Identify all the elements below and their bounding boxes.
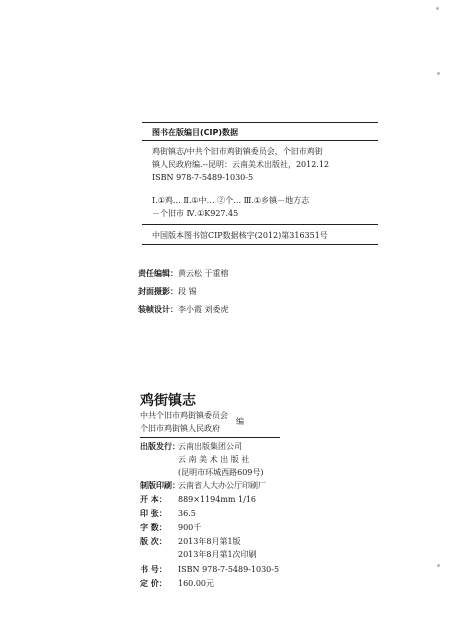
edition-value: 2013年8月第1版 — [178, 537, 241, 546]
cip-heading: 图书在版编目(CIP)数据 — [152, 128, 239, 137]
words-value: 900千 — [178, 523, 202, 532]
printer-name: 云南省人大办公厅印刷厂 — [178, 481, 266, 490]
publisher-name: 云 南 美 术 出 版 社 — [178, 455, 250, 464]
price-value: 160.00元 — [178, 579, 214, 588]
price-label: 定 价： — [140, 579, 167, 588]
cip-bottom-rule — [142, 244, 378, 245]
words-label: 字 数： — [140, 523, 167, 532]
isbn-value: ISBN 978-7-5489-1030-5 — [178, 565, 280, 574]
credit-label: 封面摄影： — [138, 287, 178, 296]
credit-value: 李小霞 刘委虎 — [178, 305, 229, 314]
cip-mid-rule — [142, 224, 378, 225]
cip-record-line: 镇人民政府编.--昆明：云南美术出版社，2012.12 — [152, 160, 330, 169]
credit-editor — [138, 266, 229, 282]
format-value: 889×1194mm 1/16 — [178, 495, 257, 504]
cip-isbn: ISBN 978-7-5489-1030-5 — [152, 173, 254, 182]
cip-heading-rule — [142, 140, 378, 141]
book-editor-line: 个旧市鸡街镇人民政府 — [140, 424, 220, 433]
book-title: 鸡街镇志 — [140, 393, 196, 409]
cip-top-rule — [142, 122, 378, 123]
edition-label: 版 次： — [140, 537, 167, 546]
credit-value: 段 锡 — [178, 287, 197, 296]
cip-subject-line: －个旧市 Ⅳ.①K927.45 — [152, 209, 239, 218]
credit-value: 黄云松 于重榕 — [178, 269, 229, 278]
publisher-address: (昆明市环城西路609号) — [178, 468, 264, 477]
book-rule — [140, 437, 280, 438]
publisher-name: 云南出版集团公司 — [178, 442, 242, 451]
format-label: 开 本： — [140, 495, 167, 504]
credit-label: 装帧设计： — [138, 305, 178, 314]
credit-label: 责任编辑： — [138, 269, 178, 278]
credit-photography — [138, 284, 197, 300]
cip-record-line: 鸡街镇志/中共个旧市鸡街镇委员会，个旧市鸡街 — [152, 147, 323, 156]
isbn-label: 书 号： — [140, 565, 167, 574]
book-editor-line: 中共个旧市鸡街镇委员会 — [140, 411, 228, 420]
scan-speck — [436, 7, 439, 10]
book-editor-role: 编 — [236, 417, 244, 426]
printer-label: 制版印刷： — [140, 481, 180, 490]
sheets-label: 印 张： — [140, 509, 167, 518]
cip-library-note: 中国版本图书馆CIP数据核字(2012)第316351号 — [152, 231, 328, 240]
printing-value: 2013年8月第1次印刷 — [178, 550, 257, 559]
credit-design — [138, 302, 229, 318]
scan-speck — [437, 564, 440, 567]
sheets-value: 36.5 — [178, 509, 196, 518]
publisher-label: 出版发行： — [140, 442, 180, 451]
cip-subject-line: Ⅰ.①鸡… Ⅱ.①中… ②个… Ⅲ.①乡镇－地方志 — [152, 196, 310, 205]
scan-speck — [437, 72, 440, 75]
